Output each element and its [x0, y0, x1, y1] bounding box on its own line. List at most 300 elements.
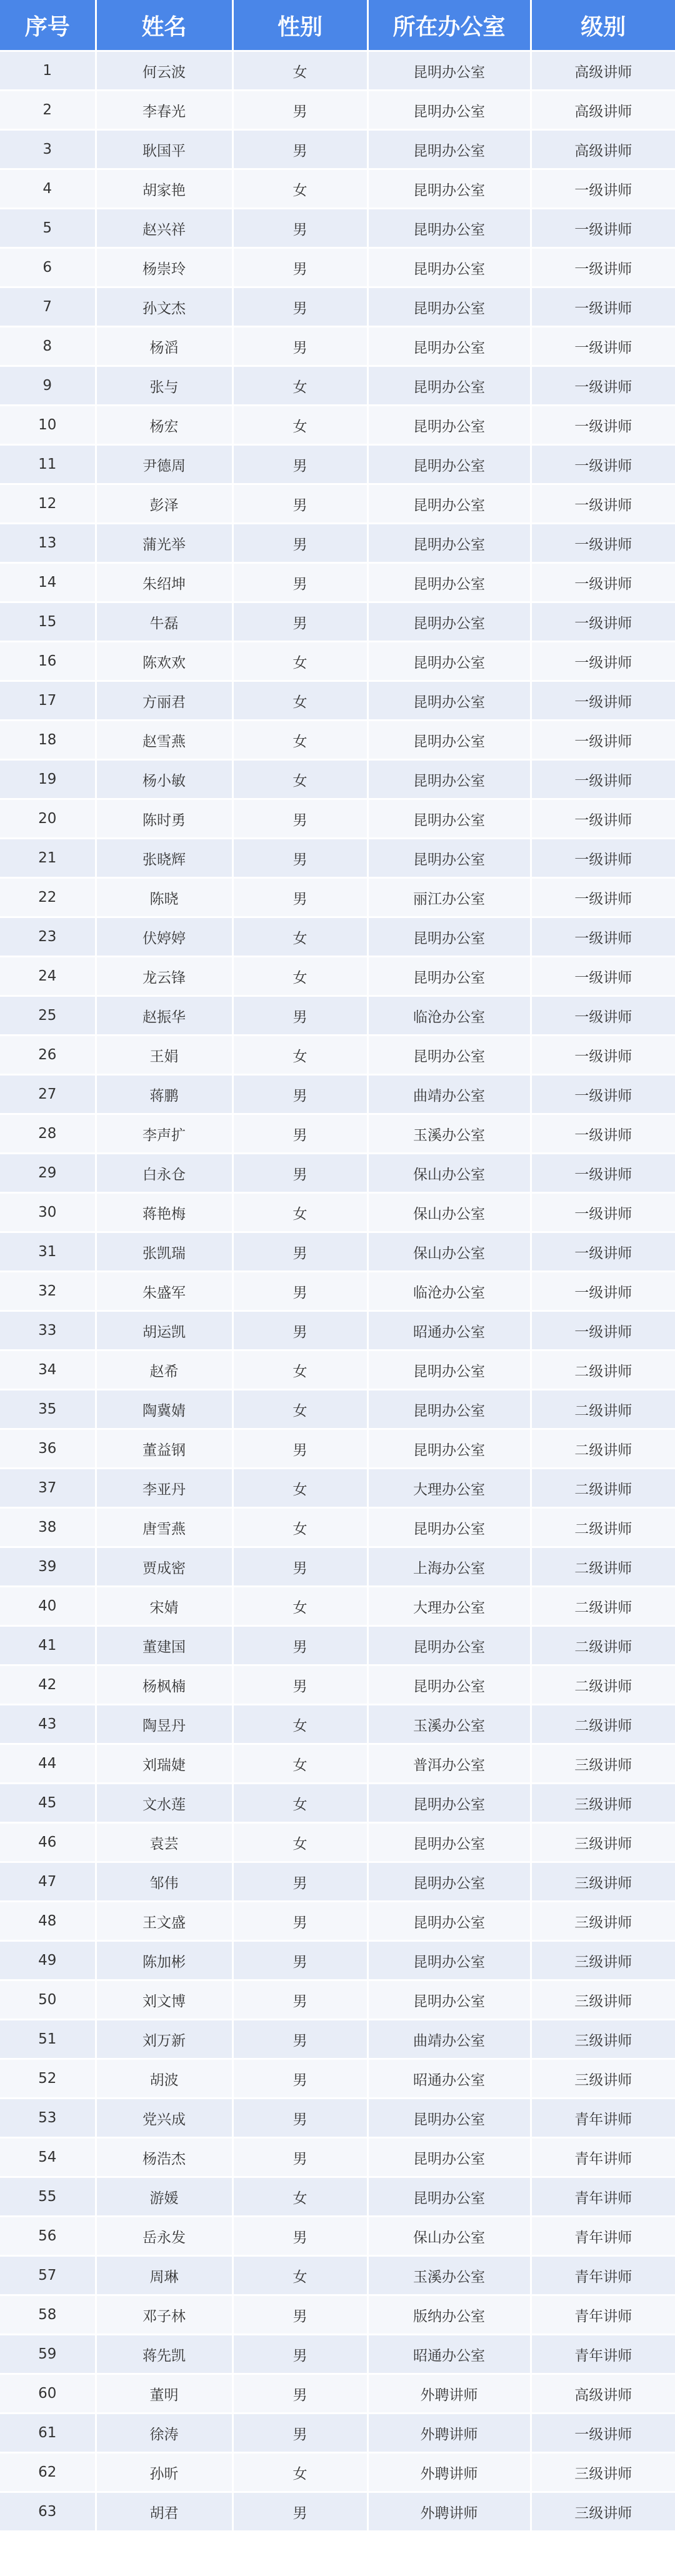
cell-gender: 男: [232, 1547, 368, 1587]
cell-index: 24: [0, 957, 96, 996]
cell-level: 青年讲师: [531, 2099, 675, 2138]
cell-office: 保山办公室: [368, 2217, 531, 2256]
cell-gender: 男: [232, 209, 368, 248]
table-row: [0, 2020, 675, 2059]
cell-index: 12: [0, 484, 96, 524]
table-row: [0, 2256, 675, 2295]
cell-level: 青年讲师: [531, 2177, 675, 2217]
cell-office: 昆明办公室: [368, 642, 531, 681]
cell-level: 三级讲师: [531, 1784, 675, 1823]
cell-level: 高级讲师: [531, 2374, 675, 2414]
cell-name: 赵希: [96, 1350, 232, 1390]
cell-index: 10: [0, 406, 96, 445]
cell-gender: 男: [232, 130, 368, 169]
cell-office: 昆明办公室: [368, 1823, 531, 1862]
cell-index: 20: [0, 799, 96, 839]
cell-index: 62: [0, 2453, 96, 2492]
cell-level: 一级讲师: [531, 1272, 675, 1311]
cell-name: 朱绍坤: [96, 563, 232, 602]
table-row: [0, 1272, 675, 1311]
header-row: [0, 0, 675, 51]
cell-level: 三级讲师: [531, 2059, 675, 2099]
cell-index: 17: [0, 681, 96, 721]
cell-name: 孙昕: [96, 2453, 232, 2492]
cell-gender: 男: [232, 563, 368, 602]
cell-index: 27: [0, 1075, 96, 1114]
table-row: [0, 1547, 675, 1587]
cell-gender: 男: [232, 2099, 368, 2138]
cell-level: 一级讲师: [531, 366, 675, 406]
cell-index: 5: [0, 209, 96, 248]
cell-level: 一级讲师: [531, 327, 675, 366]
cell-name: 胡波: [96, 2059, 232, 2099]
cell-index: 3: [0, 130, 96, 169]
cell-index: 61: [0, 2414, 96, 2453]
cell-level: 三级讲师: [531, 1744, 675, 1784]
cell-name: 杨浩杰: [96, 2138, 232, 2177]
cell-office: 外聘讲师: [368, 2492, 531, 2532]
cell-office: 保山办公室: [368, 1232, 531, 1272]
cell-level: 一级讲师: [531, 917, 675, 957]
cell-level: 高级讲师: [531, 51, 675, 91]
cell-index: 4: [0, 169, 96, 209]
cell-level: 一级讲师: [531, 248, 675, 287]
cell-level: 二级讲师: [531, 1390, 675, 1429]
cell-office: 大理办公室: [368, 1587, 531, 1626]
cell-name: 杨小敏: [96, 760, 232, 799]
cell-office: 昆明办公室: [368, 1429, 531, 1469]
table-row: [0, 2059, 675, 2099]
cell-level: 一级讲师: [531, 406, 675, 445]
cell-office: 大理办公室: [368, 1469, 531, 1508]
cell-office: 昭通办公室: [368, 2335, 531, 2374]
cell-gender: 男: [232, 1114, 368, 1154]
cell-index: 52: [0, 2059, 96, 2099]
table-row: [0, 602, 675, 642]
cell-name: 耿国平: [96, 130, 232, 169]
cell-name: 方丽君: [96, 681, 232, 721]
cell-index: 21: [0, 839, 96, 878]
cell-name: 陈加彬: [96, 1941, 232, 1980]
cell-level: 一级讲师: [531, 799, 675, 839]
table-row: [0, 1508, 675, 1547]
cell-index: 14: [0, 563, 96, 602]
table-row: [0, 1587, 675, 1626]
table-row: [0, 878, 675, 917]
cell-index: 57: [0, 2256, 96, 2295]
cell-level: 青年讲师: [531, 2335, 675, 2374]
cell-index: 50: [0, 1980, 96, 2020]
cell-office: 玉溪办公室: [368, 1705, 531, 1744]
cell-name: 刘文博: [96, 1980, 232, 2020]
cell-gender: 男: [232, 287, 368, 327]
cell-level: 二级讲师: [531, 1429, 675, 1469]
cell-gender: 女: [232, 642, 368, 681]
cell-office: 曲靖办公室: [368, 2020, 531, 2059]
cell-level: 一级讲师: [531, 1075, 675, 1114]
table-row: [0, 839, 675, 878]
cell-index: 63: [0, 2492, 96, 2532]
cell-level: 一级讲师: [531, 169, 675, 209]
cell-level: 二级讲师: [531, 1547, 675, 1587]
cell-level: 一级讲师: [531, 524, 675, 563]
cell-gender: 女: [232, 721, 368, 760]
cell-level: 一级讲师: [531, 1114, 675, 1154]
table-row: [0, 1193, 675, 1232]
cell-index: 47: [0, 1862, 96, 1902]
table-row: [0, 1154, 675, 1193]
cell-index: 11: [0, 445, 96, 484]
cell-gender: 女: [232, 1193, 368, 1232]
cell-level: 三级讲师: [531, 2453, 675, 2492]
header-index: 序号: [0, 0, 96, 51]
cell-office: 昆明办公室: [368, 524, 531, 563]
cell-index: 6: [0, 248, 96, 287]
cell-level: 一级讲师: [531, 721, 675, 760]
cell-name: 尹德周: [96, 445, 232, 484]
cell-gender: 男: [232, 1311, 368, 1350]
cell-level: 三级讲师: [531, 1823, 675, 1862]
table-row: [0, 681, 675, 721]
cell-gender: 女: [232, 1036, 368, 1075]
cell-name: 董益钢: [96, 1429, 232, 1469]
cell-index: 48: [0, 1902, 96, 1941]
cell-index: 9: [0, 366, 96, 406]
cell-index: 33: [0, 1311, 96, 1350]
cell-office: 昆明办公室: [368, 406, 531, 445]
cell-level: 一级讲师: [531, 996, 675, 1036]
cell-gender: 女: [232, 1744, 368, 1784]
cell-level: 一级讲师: [531, 209, 675, 248]
cell-gender: 男: [232, 2492, 368, 2532]
cell-office: 昆明办公室: [368, 839, 531, 878]
cell-office: 昆明办公室: [368, 366, 531, 406]
cell-index: 13: [0, 524, 96, 563]
cell-office: 昆明办公室: [368, 1665, 531, 1705]
cell-office: 昆明办公室: [368, 2177, 531, 2217]
table-row: [0, 1626, 675, 1665]
cell-gender: 女: [232, 1350, 368, 1390]
cell-index: 7: [0, 287, 96, 327]
cell-gender: 女: [232, 1469, 368, 1508]
cell-gender: 女: [232, 2177, 368, 2217]
cell-name: 赵雪燕: [96, 721, 232, 760]
cell-name: 蒋鹏: [96, 1075, 232, 1114]
table-row: [0, 1744, 675, 1784]
cell-index: 38: [0, 1508, 96, 1547]
cell-office: 昆明办公室: [368, 484, 531, 524]
cell-name: 赵兴祥: [96, 209, 232, 248]
table-row: [0, 1114, 675, 1154]
cell-level: 青年讲师: [531, 2256, 675, 2295]
cell-name: 徐涛: [96, 2414, 232, 2453]
cell-index: 26: [0, 1036, 96, 1075]
cell-gender: 男: [232, 1665, 368, 1705]
cell-gender: 女: [232, 760, 368, 799]
cell-office: 昆明办公室: [368, 602, 531, 642]
cell-index: 8: [0, 327, 96, 366]
cell-name: 孙文杰: [96, 287, 232, 327]
cell-index: 60: [0, 2374, 96, 2414]
cell-office: 外聘讲师: [368, 2374, 531, 2414]
cell-name: 杨崇玲: [96, 248, 232, 287]
table-row: [0, 1784, 675, 1823]
cell-name: 龙云锋: [96, 957, 232, 996]
cell-office: 昆明办公室: [368, 445, 531, 484]
cell-gender: 男: [232, 2217, 368, 2256]
cell-index: 36: [0, 1429, 96, 1469]
cell-name: 刘万新: [96, 2020, 232, 2059]
cell-name: 王文盛: [96, 1902, 232, 1941]
cell-gender: 男: [232, 602, 368, 642]
cell-index: 46: [0, 1823, 96, 1862]
cell-gender: 男: [232, 2059, 368, 2099]
cell-index: 35: [0, 1390, 96, 1429]
table-row: [0, 1075, 675, 1114]
table-row: [0, 91, 675, 130]
cell-name: 陶冀婧: [96, 1390, 232, 1429]
table-row: [0, 799, 675, 839]
cell-index: 51: [0, 2020, 96, 2059]
cell-gender: 男: [232, 1232, 368, 1272]
cell-level: 三级讲师: [531, 1980, 675, 2020]
cell-office: 外聘讲师: [368, 2414, 531, 2453]
cell-office: 昆明办公室: [368, 169, 531, 209]
cell-office: 昆明办公室: [368, 1980, 531, 2020]
cell-index: 2: [0, 91, 96, 130]
cell-name: 陶昱丹: [96, 1705, 232, 1744]
cell-gender: 女: [232, 51, 368, 91]
cell-gender: 女: [232, 366, 368, 406]
cell-level: 二级讲师: [531, 1665, 675, 1705]
cell-gender: 女: [232, 681, 368, 721]
cell-office: 昆明办公室: [368, 327, 531, 366]
cell-name: 董明: [96, 2374, 232, 2414]
cell-index: 37: [0, 1469, 96, 1508]
cell-office: 外聘讲师: [368, 2453, 531, 2492]
cell-gender: 男: [232, 1980, 368, 2020]
cell-name: 岳永发: [96, 2217, 232, 2256]
table-row: [0, 1311, 675, 1350]
cell-level: 高级讲师: [531, 91, 675, 130]
cell-level: 三级讲师: [531, 2020, 675, 2059]
cell-office: 昆明办公室: [368, 681, 531, 721]
cell-gender: 男: [232, 2138, 368, 2177]
cell-office: 曲靖办公室: [368, 1075, 531, 1114]
cell-name: 陈欢欢: [96, 642, 232, 681]
table-row: [0, 917, 675, 957]
cell-index: 29: [0, 1154, 96, 1193]
cell-level: 一级讲师: [531, 445, 675, 484]
cell-level: 二级讲师: [531, 1705, 675, 1744]
cell-name: 李声扩: [96, 1114, 232, 1154]
cell-gender: 女: [232, 169, 368, 209]
table-row: [0, 2217, 675, 2256]
cell-level: 三级讲师: [531, 1862, 675, 1902]
cell-gender: 男: [232, 1941, 368, 1980]
cell-gender: 女: [232, 917, 368, 957]
table-row: [0, 1665, 675, 1705]
cell-level: 一级讲师: [531, 1232, 675, 1272]
cell-office: 玉溪办公室: [368, 2256, 531, 2295]
cell-office: 普洱办公室: [368, 1744, 531, 1784]
cell-index: 16: [0, 642, 96, 681]
cell-gender: 女: [232, 1784, 368, 1823]
cell-office: 昆明办公室: [368, 1508, 531, 1547]
cell-level: 一级讲师: [531, 839, 675, 878]
cell-index: 30: [0, 1193, 96, 1232]
table-row: [0, 287, 675, 327]
table-row: [0, 327, 675, 366]
cell-level: 一级讲师: [531, 878, 675, 917]
cell-level: 一级讲师: [531, 2414, 675, 2453]
table-row: [0, 2138, 675, 2177]
table-row: [0, 1902, 675, 1941]
cell-index: 55: [0, 2177, 96, 2217]
cell-index: 59: [0, 2335, 96, 2374]
cell-index: 53: [0, 2099, 96, 2138]
cell-office: 昆明办公室: [368, 1390, 531, 1429]
table-row: [0, 2414, 675, 2453]
cell-name: 胡运凯: [96, 1311, 232, 1350]
table-row: [0, 1429, 675, 1469]
cell-office: 昆明办公室: [368, 1350, 531, 1390]
cell-level: 高级讲师: [531, 130, 675, 169]
table-row: [0, 524, 675, 563]
cell-name: 杨宏: [96, 406, 232, 445]
cell-level: 一级讲师: [531, 484, 675, 524]
cell-office: 昆明办公室: [368, 91, 531, 130]
cell-gender: 女: [232, 1390, 368, 1429]
table-row: [0, 2177, 675, 2217]
table-row: [0, 1705, 675, 1744]
cell-office: 临沧办公室: [368, 996, 531, 1036]
cell-level: 一级讲师: [531, 957, 675, 996]
cell-level: 一级讲师: [531, 1154, 675, 1193]
table-row: [0, 957, 675, 996]
cell-level: 一级讲师: [531, 563, 675, 602]
cell-name: 赵振华: [96, 996, 232, 1036]
cell-level: 青年讲师: [531, 2295, 675, 2335]
cell-level: 二级讲师: [531, 1350, 675, 1390]
cell-level: 三级讲师: [531, 1941, 675, 1980]
table-header: [0, 0, 675, 51]
cell-name: 贾成密: [96, 1547, 232, 1587]
cell-index: 22: [0, 878, 96, 917]
cell-gender: 男: [232, 248, 368, 287]
cell-office: 昆明办公室: [368, 287, 531, 327]
table-row: [0, 366, 675, 406]
header-office: 所在办公室: [368, 0, 531, 51]
cell-office: 昭通办公室: [368, 1311, 531, 1350]
cell-office: 昆明办公室: [368, 957, 531, 996]
cell-office: 玉溪办公室: [368, 1114, 531, 1154]
cell-level: 一级讲师: [531, 642, 675, 681]
cell-level: 一级讲师: [531, 602, 675, 642]
cell-index: 58: [0, 2295, 96, 2335]
cell-name: 杨枫楠: [96, 1665, 232, 1705]
cell-name: 游媛: [96, 2177, 232, 2217]
cell-name: 蒋艳梅: [96, 1193, 232, 1232]
cell-name: 蒲光举: [96, 524, 232, 563]
cell-gender: 男: [232, 327, 368, 366]
cell-gender: 女: [232, 406, 368, 445]
cell-level: 一级讲师: [531, 1036, 675, 1075]
cell-office: 昆明办公室: [368, 1862, 531, 1902]
cell-index: 28: [0, 1114, 96, 1154]
cell-name: 蒋先凯: [96, 2335, 232, 2374]
table-row: [0, 2492, 675, 2532]
table-row: [0, 1036, 675, 1075]
cell-name: 张与: [96, 366, 232, 406]
cell-office: 临沧办公室: [368, 1272, 531, 1311]
cell-level: 二级讲师: [531, 1587, 675, 1626]
cell-gender: 男: [232, 799, 368, 839]
cell-name: 邹伟: [96, 1862, 232, 1902]
cell-index: 1: [0, 51, 96, 91]
cell-name: 胡家艳: [96, 169, 232, 209]
cell-gender: 男: [232, 1429, 368, 1469]
cell-name: 董建国: [96, 1626, 232, 1665]
cell-index: 41: [0, 1626, 96, 1665]
cell-level: 三级讲师: [531, 2492, 675, 2532]
table-row: [0, 406, 675, 445]
cell-gender: 女: [232, 1508, 368, 1547]
cell-index: 49: [0, 1941, 96, 1980]
cell-level: 一级讲师: [531, 760, 675, 799]
table-row: [0, 642, 675, 681]
cell-gender: 男: [232, 91, 368, 130]
cell-level: 一级讲师: [531, 1193, 675, 1232]
cell-office: 昆明办公室: [368, 1036, 531, 1075]
cell-name: 刘瑞婕: [96, 1744, 232, 1784]
cell-level: 二级讲师: [531, 1626, 675, 1665]
cell-name: 陈时勇: [96, 799, 232, 839]
cell-office: 昆明办公室: [368, 760, 531, 799]
cell-gender: 男: [232, 2374, 368, 2414]
cell-gender: 男: [232, 1626, 368, 1665]
cell-gender: 女: [232, 957, 368, 996]
cell-office: 昆明办公室: [368, 130, 531, 169]
table-row: [0, 2099, 675, 2138]
cell-gender: 女: [232, 1587, 368, 1626]
cell-index: 18: [0, 721, 96, 760]
cell-office: 昆明办公室: [368, 51, 531, 91]
cell-index: 56: [0, 2217, 96, 2256]
cell-gender: 男: [232, 1272, 368, 1311]
table-row: [0, 209, 675, 248]
cell-office: 昆明办公室: [368, 563, 531, 602]
cell-name: 王娟: [96, 1036, 232, 1075]
table-row: [0, 169, 675, 209]
cell-name: 白永仓: [96, 1154, 232, 1193]
table-row: [0, 130, 675, 169]
table-row: [0, 1390, 675, 1429]
cell-index: 15: [0, 602, 96, 642]
cell-index: 54: [0, 2138, 96, 2177]
cell-index: 39: [0, 1547, 96, 1587]
table-row: [0, 1862, 675, 1902]
cell-index: 40: [0, 1587, 96, 1626]
cell-gender: 男: [232, 524, 368, 563]
table-row: [0, 2295, 675, 2335]
cell-gender: 男: [232, 996, 368, 1036]
cell-name: 牛磊: [96, 602, 232, 642]
cell-level: 青年讲师: [531, 2217, 675, 2256]
cell-office: 丽江办公室: [368, 878, 531, 917]
cell-level: 二级讲师: [531, 1508, 675, 1547]
cell-name: 李亚丹: [96, 1469, 232, 1508]
